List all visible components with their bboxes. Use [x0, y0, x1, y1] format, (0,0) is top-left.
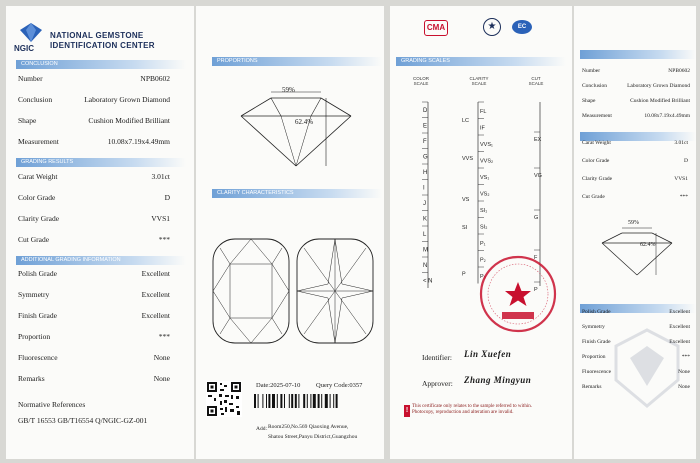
summary-top-label: Number [582, 68, 601, 74]
clarity-grade-label: SI₁ [480, 208, 488, 214]
summary-proportion-diagram [592, 219, 682, 279]
clarity-group-label: P [462, 271, 466, 278]
additional-label: Proportion [18, 332, 51, 341]
summary-top-label: Conclusion [582, 83, 608, 89]
summary-bottom-value: *** [681, 354, 690, 360]
color-grade-label: F [423, 139, 427, 145]
color-grade-label: J [423, 201, 426, 207]
grading-label: Cut Grade [18, 235, 50, 244]
cut-grade-label: VG [534, 173, 542, 179]
identifier-label: Identifier: [422, 353, 452, 362]
additional-value: None [153, 374, 170, 383]
summary-mid-value: *** [679, 194, 688, 200]
proportion-diagram [226, 78, 366, 178]
summary-bottom-value: None [678, 384, 690, 390]
summary-mid-label: Cut Grade [582, 194, 605, 200]
warning-icon: ! [404, 405, 410, 417]
additional-label: Fluorescence [18, 353, 58, 362]
summary-bottom-label: Polish Grade [582, 309, 611, 315]
clarity-grade-label: VS₁ [480, 175, 490, 181]
ec-badge: EC [512, 20, 532, 34]
summary-top-value: NPB0602 [668, 68, 690, 74]
summary-bar-top [580, 50, 696, 59]
summary-mid-label: Clarity Grade [582, 176, 613, 182]
summary-top-value: 10.08x7.19x4.49mm [644, 113, 690, 119]
conclusion-label: Conclusion [18, 95, 53, 104]
cut-grade-label: P [534, 287, 538, 292]
report-date: Date:2025-07-10 [256, 382, 301, 389]
summary-top-value: Laboratory Grown Diamond [627, 83, 690, 89]
cut-grade-label: EX [534, 137, 542, 143]
color-grade-label: D [423, 108, 428, 114]
references-title: Normative References [18, 400, 86, 409]
grading-value: VVS1 [151, 214, 170, 223]
clarity-group-label: SI [462, 225, 468, 232]
grading-label: Carat Weight [18, 172, 58, 181]
clarity-group-label: VS [462, 197, 470, 203]
clarity-grade-label: P₂ [480, 257, 486, 264]
summary-bottom-label: Fluorescence [582, 369, 612, 375]
cut-grade-label: F [534, 255, 538, 261]
approver-label: Approver: [422, 379, 453, 388]
summary-mid-label: Carat Weight [582, 140, 611, 146]
clarity-grade-label: FL [480, 109, 487, 115]
summary-bottom-label: Remarks [582, 384, 602, 390]
additional-bar: ADDITIONAL GRADING INFORMATION [16, 256, 186, 265]
summary-bottom-value: Excellent [669, 309, 690, 315]
additional-value: Excellent [141, 290, 170, 299]
additional-value: *** [158, 332, 170, 341]
grading-value: *** [158, 235, 170, 244]
summary-bottom-value: Excellent [669, 324, 690, 330]
qr-code [206, 381, 242, 417]
accreditation-star-badge: ★ [483, 18, 501, 36]
summary-depth-percentage: 62.4% [640, 242, 656, 248]
additional-value: None [153, 353, 170, 362]
conclusion-value: Cushion Modified Brilliant [88, 116, 170, 125]
summary-mid-label: Color Grade [582, 158, 610, 164]
proportions-bar: PROPORTIONS [212, 57, 382, 66]
depth-percentage: 62.4% [295, 118, 314, 126]
summary-mid-value: 3.01ct [674, 140, 688, 146]
summary-mid-value: VVS1 [674, 176, 688, 182]
additional-label: Polish Grade [18, 269, 57, 278]
diagram-panel [196, 6, 384, 459]
red-seal-stamp [478, 254, 558, 334]
clarity-grade-label: P₁ [480, 241, 486, 247]
clarity-scale-title: CLARITY SCALE [469, 76, 489, 86]
summary-table-percentage: 59% [628, 220, 639, 226]
grading-label: Color Grade [18, 193, 56, 202]
additional-label: Finish Grade [18, 311, 57, 320]
header-title-line1: NATIONAL GEMSTONE [50, 31, 144, 40]
color-grade-label: M [423, 247, 428, 254]
color-grade-label: N [423, 263, 428, 269]
clarity-grade-label: P₃ [480, 274, 486, 280]
conclusion-label: Shape [18, 116, 37, 125]
additional-value: Excellent [141, 311, 170, 320]
additional-label: Symmetry [18, 290, 50, 299]
summary-bottom-value: None [678, 369, 690, 375]
identifier-signature: Lin Xuefen [464, 349, 512, 359]
address-label: Add： [256, 426, 271, 432]
conclusion-bar: CONCLUSION [16, 60, 186, 69]
clarity-grade-label: VS₂ [480, 191, 490, 198]
summary-top-value: Cushion Modified Brilliant [630, 98, 690, 104]
summary-bottom-value: Excellent [669, 339, 690, 345]
watermark-emblem [612, 328, 682, 408]
color-grade-label: E [423, 123, 428, 130]
logo-text: NGIC [14, 44, 34, 53]
grading-scales-bar: GRADING SCALES [396, 57, 566, 66]
summary-top-label: Measurement [582, 113, 612, 119]
summary-bottom-label: Symmetry [582, 324, 605, 330]
table-percentage: 59% [282, 86, 295, 94]
color-scale-title: COLOR SCALE [412, 76, 429, 86]
summary-bottom-label: Proportion [582, 354, 606, 360]
color-grade-label: K [423, 216, 428, 223]
color-grade-label: H [423, 170, 428, 176]
additional-label: Remarks [18, 374, 45, 383]
references-text: GB/T 16553 GB/T16554 Q/NGIC-GZ-001 [18, 416, 148, 425]
scales-panel [390, 6, 572, 459]
additional-value: Excellent [141, 269, 170, 278]
color-grade-label: < N [423, 278, 433, 285]
clarity-characteristics-bar: CLARITY CHARACTERISTICS [212, 189, 382, 198]
color-grade-label: G [423, 154, 428, 161]
cut-scale-title: CUT SCALE [528, 76, 544, 86]
notice-text: This certificate only relates to the sample referred to within. Photocopy, reproduction and alteration are invalid. [412, 404, 532, 415]
address-line2: Shatou Street,Panyu District,Guangzhou [268, 434, 358, 440]
clarity-group-label: LC [462, 117, 470, 124]
conclusion-value: Laboratory Grown Diamond [84, 95, 170, 104]
grading-value: D [164, 193, 170, 202]
clarity-group-label: VVS [462, 155, 474, 162]
clarity-grade-label: SI₂ [480, 224, 488, 231]
grading-label: Clarity Grade [18, 214, 60, 223]
clarity-grade-label: VVS₁ [480, 142, 493, 148]
header-title-line2: IDENTIFICATION CENTER [50, 41, 155, 50]
clarity-grade-label: VVS₂ [480, 158, 494, 165]
cma-badge: CMA [424, 20, 448, 36]
approver-signature: Zhang Mingyun [464, 375, 532, 385]
grading-results-bar: GRADING RESULTS [16, 158, 186, 167]
summary-mid-value: D [684, 158, 688, 164]
address-line1: Room250,No.569 Qiaoxing Avenue, [268, 424, 349, 430]
cushion-crown-diagram [210, 236, 292, 346]
clarity-grade-label: IF [480, 125, 485, 132]
conclusion-panel [6, 6, 194, 459]
color-grade-label: L [423, 232, 427, 238]
color-grade-label: I [423, 185, 425, 192]
cut-grade-label: G [534, 215, 539, 221]
grading-value: 3.01ct [151, 172, 170, 181]
conclusion-value: 10.08x7.19x4.49mm [107, 137, 170, 146]
query-code: Query Code:0357 [316, 382, 363, 389]
barcode [254, 394, 364, 408]
summary-bottom-label: Finish Grade [582, 339, 611, 345]
summary-panel [574, 6, 696, 459]
conclusion-label: Number [18, 74, 43, 83]
conclusion-value: NPB0602 [140, 74, 170, 83]
conclusion-label: Measurement [18, 137, 59, 146]
summary-top-label: Shape [582, 98, 596, 104]
cushion-pavilion-diagram [294, 236, 376, 346]
